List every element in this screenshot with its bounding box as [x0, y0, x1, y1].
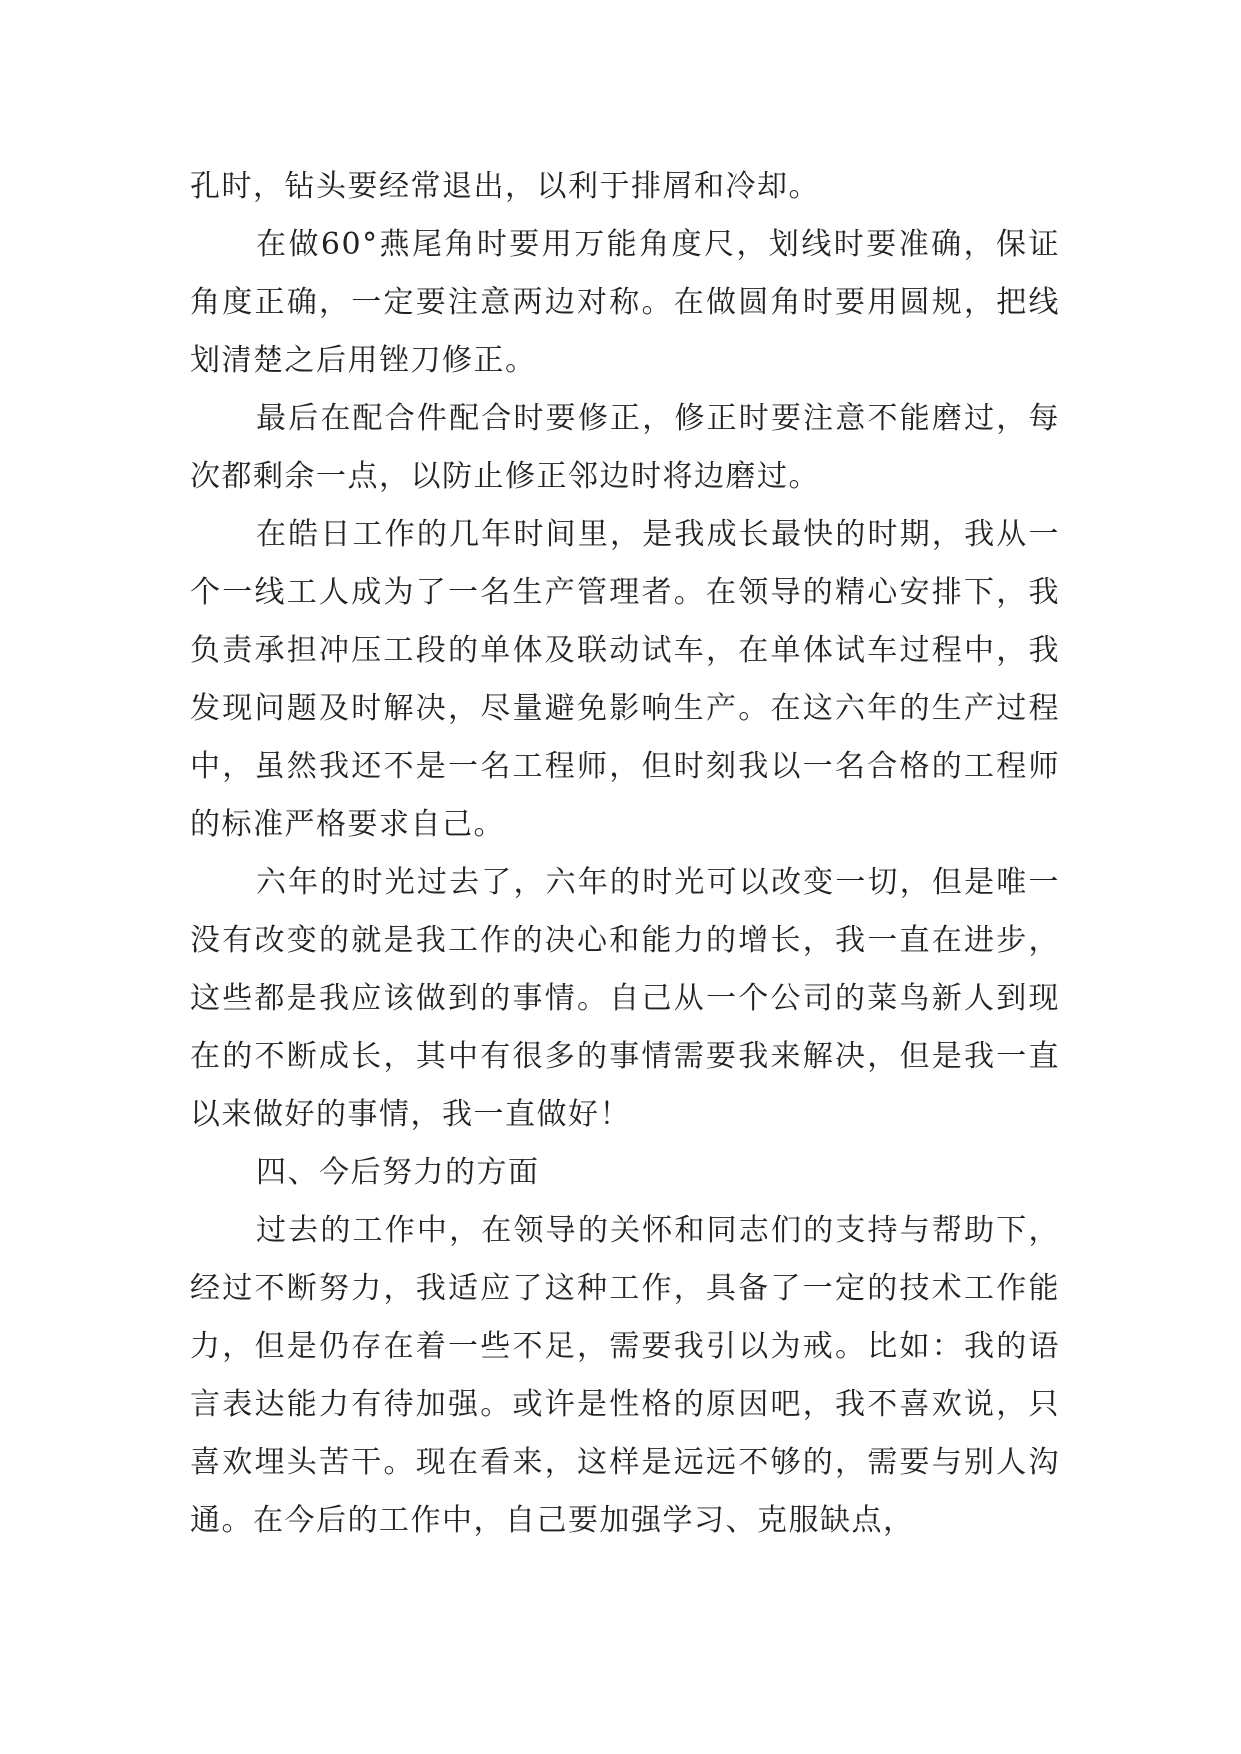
section-heading-future-efforts: 四、今后努力的方面: [256, 1155, 540, 1190]
paragraph-drilling-continuation: 孔时，钻头要经常退出，以利于排屑和冷却。: [190, 169, 820, 204]
paragraph-shortcomings: 过去的工作中，在领导的关怀和同志们的支持与帮助下，经过不断努力，我适应了这种工作，具备了一定的技术工作能力，但是仍存在着一些不足，需要我引以为戒。比如：我的语言表达能力有待加强。或许是性格的原因吧，我不喜欢说，只喜欢埋头苦干。现在看来，这样是远远不够的，需要与别人沟通。在今后的工作中，自己要加强学习、克服缺点，: [190, 1213, 1060, 1538]
paragraph-growth-at-work: 在皓日工作的几年时间里，是我成长最快的时期，我从一个一线工人成为了一名生产管理者。在领导的精心安排下，我负责承担冲压工段的单体及联动试车，在单体试车过程中，我发现问题及时解决，尽量避免影响生产。在这六年的生产过程中，虽然我还不是一名工程师，但时刻我以一名合格的工程师的标准严格要求自己。: [190, 517, 1060, 842]
paragraph-dovetail-angle: 在做60°燕尾角时要用万能角度尺，划线时要准确，保证角度正确，一定要注意两边对称。在做圆角时要用圆规，把线划清楚之后用锉刀修正。: [190, 227, 1060, 378]
document-body: [190, 158, 1060, 1550]
paragraph-fitting-correction: 最后在配合件配合时要修正，修正时要注意不能磨过，每次都剩余一点，以防止修正邻边时将边磨过。: [190, 401, 1060, 494]
paragraph-six-years: 六年的时光过去了，六年的时光可以改变一切，但是唯一没有改变的就是我工作的决心和能力的增长，我一直在进步，这些都是我应该做到的事情。自己从一个公司的菜鸟新人到现在的不断成长，其中有很多的事情需要我来解决，但是我一直以来做好的事情，我一直做好！: [190, 865, 1060, 1132]
